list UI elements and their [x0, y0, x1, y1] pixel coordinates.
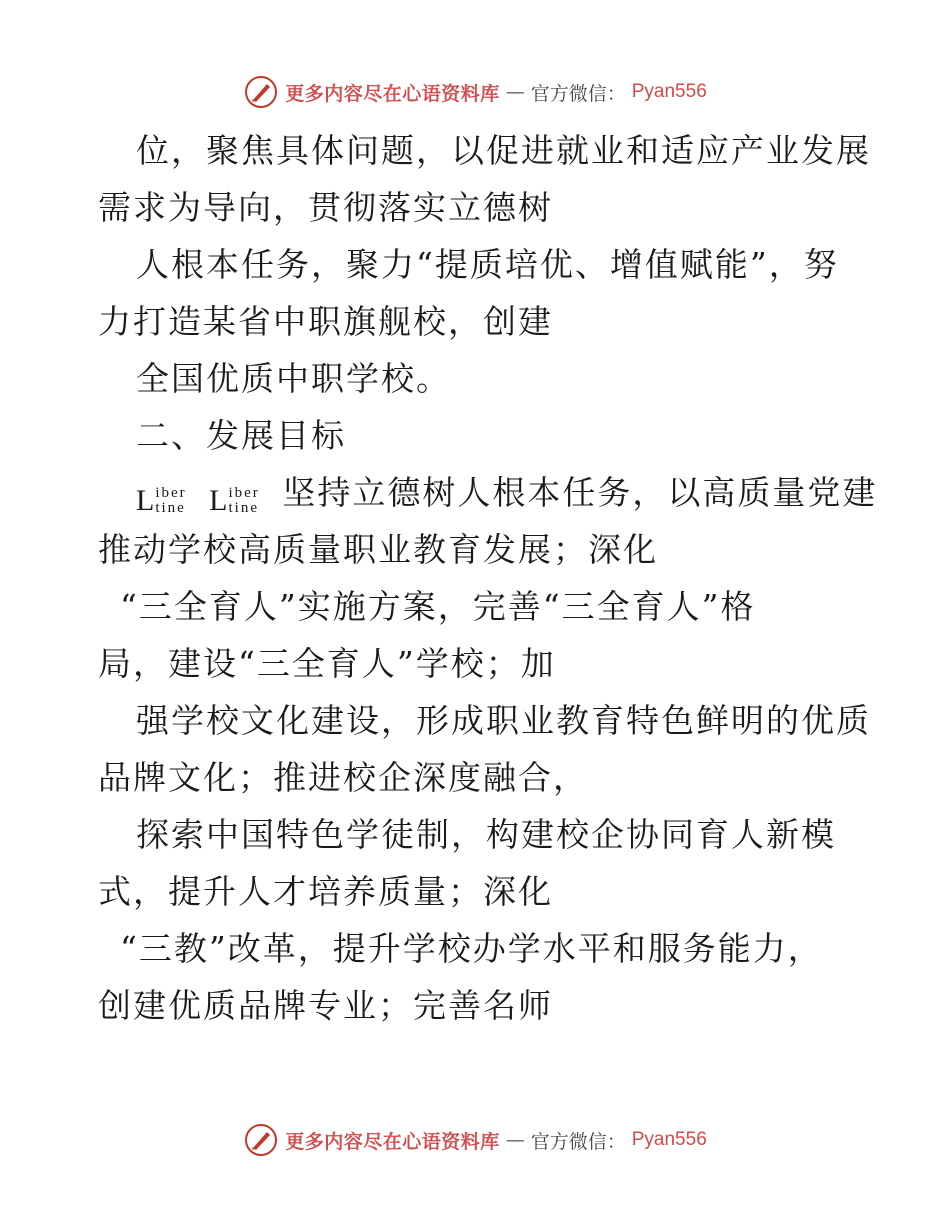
- paragraph-line: 推动学校高质量职业教育发展；深化: [98, 530, 658, 569]
- paragraph-line: 探索中国特色学徒制，构建校企协同育人新模: [136, 815, 836, 854]
- paragraph-line: 局，建设“三全育人”学校；加: [98, 644, 556, 683]
- paragraph-line: 强学校文化建设，形成职业教育特色鲜明的优质: [136, 701, 871, 740]
- quill-pen-logo-icon: [243, 1122, 279, 1158]
- watermark-text: 更多内容尽在心语资料库: [285, 1130, 500, 1153]
- wechat-id: Pyan556: [631, 1129, 707, 1150]
- wechat-id: Pyan556: [631, 81, 707, 102]
- quill-pen-logo-icon: [243, 74, 279, 110]
- paragraph-line: “三教”改革，提升学校办学水平和服务能力，: [120, 929, 823, 968]
- paragraph-text: 坚持立德树人根本任务，以高质量党建: [282, 473, 878, 512]
- paragraph-line: 需求为导向，贯彻落实立德树: [98, 188, 553, 227]
- paragraph-line: 全国优质中职学校。: [136, 359, 451, 398]
- paragraph-line: 位，聚焦具体问题，以促进就业和适应产业发展: [136, 131, 871, 170]
- liber-mark-glyph: L iber tine: [136, 484, 187, 517]
- watermark-separator: —: [505, 81, 525, 103]
- wechat-label: 官方微信：: [530, 82, 626, 105]
- section-heading: 二、发展目标: [136, 416, 346, 455]
- watermark-text: 更多内容尽在心语资料库: [285, 82, 500, 105]
- paragraph-line: “三全育人”实施方案，完善“三全育人”格: [120, 587, 756, 626]
- paragraph-line-with-marks: [98, 464, 878, 521]
- header-watermark: [0, 72, 950, 112]
- paragraph-line: 力打造某省中职旗舰校，创建: [98, 302, 553, 341]
- footer-watermark: [0, 1120, 950, 1160]
- wechat-label: 官方微信：: [530, 1130, 626, 1153]
- liber-mark-glyph: L iber tine: [209, 484, 260, 517]
- document-body: [98, 122, 878, 1034]
- paragraph-line: 式，提升人才培养质量；深化: [98, 872, 553, 911]
- paragraph-line: 品牌文化；推进校企深度融合，: [98, 758, 588, 797]
- paragraph-line: 创建优质品牌专业；完善名师: [98, 986, 553, 1025]
- paragraph-line: 人根本任务，聚力“提质培优、增值赋能”，努: [136, 245, 839, 284]
- watermark-separator: —: [505, 1129, 525, 1151]
